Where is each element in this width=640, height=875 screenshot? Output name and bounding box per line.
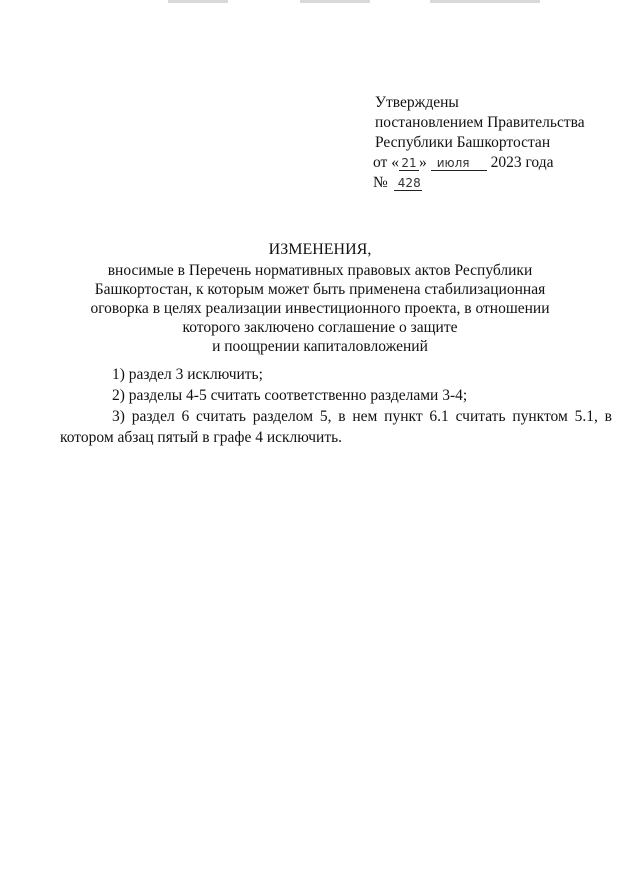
scan-artifact: [430, 0, 540, 3]
number-sign: №: [373, 174, 388, 191]
subtitle-line: вносимые в Перечень нормативных правовых актов Республики: [107, 262, 533, 279]
date-prefix: от «: [373, 154, 399, 171]
list-item: 2) разделы 4-5 считать соответственно разделами 3-4;: [112, 387, 468, 404]
document-title: ИЗМЕНЕНИЯ,: [268, 241, 372, 258]
approval-line: Республики Башкортостан: [375, 134, 551, 151]
approval-date: [373, 153, 585, 173]
approval-line: Утверждены: [375, 94, 459, 111]
date-year: 2023 года: [490, 154, 554, 171]
date-day: 21: [399, 156, 419, 171]
document-number: 428: [394, 176, 422, 191]
approval-line: постановлением Правительства: [375, 114, 585, 131]
date-mid: »: [418, 154, 427, 171]
approval-number: [373, 173, 585, 193]
list-item: 1) раздел 3 исключить;: [112, 366, 263, 383]
subtitle-line: и поощрении капиталовложений: [212, 338, 428, 355]
scan-artifact: [300, 0, 370, 3]
subtitle-line: Башкортостан, к которым может быть применена стабилизационная: [94, 281, 546, 298]
approval-stamp: [373, 93, 585, 193]
subtitle-line: которого заключено соглашение о защите: [182, 319, 458, 336]
amendments-list: [60, 364, 612, 448]
subtitle-line: оговорка в целях реализации инвестиционного проекта, в отношении: [90, 300, 550, 317]
document-header: [60, 240, 580, 356]
date-month: июля: [431, 156, 487, 171]
scan-artifact: [168, 0, 228, 3]
list-item: 3) раздел 6 считать разделом 5, в нем пункт 6.1 считать пунктом 5.1, в котором абзац пятый в графе 4 исключить.: [60, 408, 612, 446]
